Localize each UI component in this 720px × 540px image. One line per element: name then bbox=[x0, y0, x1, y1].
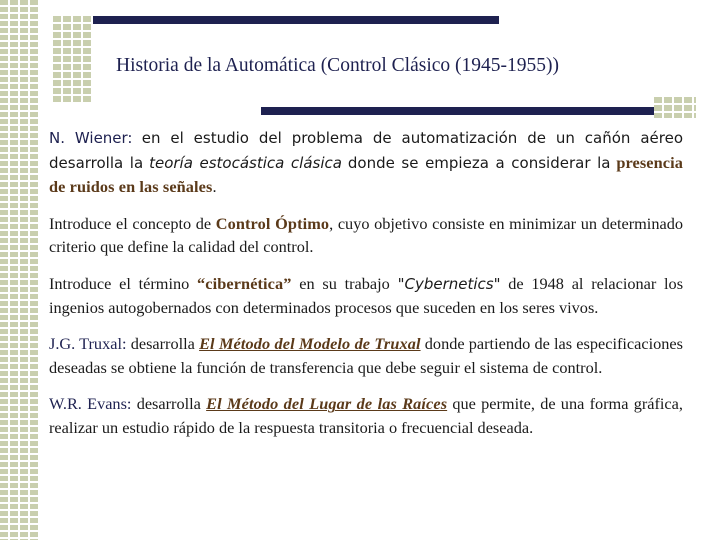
paragraph-text: que permite, de una forma gráfica, realizar un estudio rápido de la respuesta transitoria o frecuencial deseada. bbox=[49, 394, 683, 438]
slide-title: Historia de la Automática (Control Clásico (1945-1955)) bbox=[116, 55, 559, 76]
highlight-optimal-control: Control Óptimo bbox=[215, 213, 330, 233]
person-name: J.G. Truxal: bbox=[49, 334, 127, 354]
top-left-decorative-block bbox=[53, 16, 93, 103]
right-decorative-block bbox=[654, 97, 696, 118]
highlight-theory: teoría estocástica clásica bbox=[149, 153, 342, 172]
paragraph-evans bbox=[49, 392, 683, 439]
title-underline-rule bbox=[261, 107, 696, 115]
highlight-cybernetics: “cibernética” bbox=[197, 273, 292, 293]
paragraph-truxal bbox=[49, 332, 683, 379]
person-name: N. Wiener: bbox=[49, 129, 133, 147]
highlight-noise: presencia de ruidos en las señales bbox=[49, 152, 683, 197]
paragraph-text: donde partiendo de las especificaciones deseadas se obtiene la función de transferencia que debe seguir el sistema de control. bbox=[49, 334, 683, 378]
paragraph-text: donde se empieza a considerar la bbox=[347, 153, 611, 172]
paragraph-text: en su trabajo bbox=[299, 273, 390, 293]
top-rule bbox=[53, 16, 499, 24]
paragraph-text: Introduce el concepto de bbox=[49, 213, 212, 233]
paragraph-text: desarrolla bbox=[130, 334, 195, 354]
highlight-truxal-method: El Método del Modelo de Truxal bbox=[199, 334, 421, 354]
paragraph-optimal-control bbox=[49, 212, 683, 259]
work-title: "Cybernetics" bbox=[397, 274, 501, 293]
paragraph-text: en el estudio del problema de automatización de un cañón aéreo desarrolla la bbox=[49, 129, 683, 172]
paragraph-text: de 1948 al relacionar los ingenios autogobernados con determinados procesos que suceden en los seres vivos. bbox=[49, 273, 684, 318]
paragraph-text: . bbox=[212, 177, 217, 197]
paragraph-wiener bbox=[49, 126, 683, 199]
paragraph-text: desarrolla bbox=[136, 394, 201, 414]
paragraph-text: , cuyo objetivo consiste en minimizar un determinado criterio que define la calidad del control. bbox=[49, 213, 683, 257]
highlight-root-locus-method: El Método del Lugar de las Raíces bbox=[206, 394, 448, 414]
slide-body bbox=[49, 126, 683, 452]
paragraph-cybernetics bbox=[49, 272, 683, 320]
person-name: W.R. Evans: bbox=[49, 394, 132, 414]
paragraph-text: Introduce el término bbox=[49, 273, 190, 293]
left-decorative-strip bbox=[0, 0, 38, 540]
